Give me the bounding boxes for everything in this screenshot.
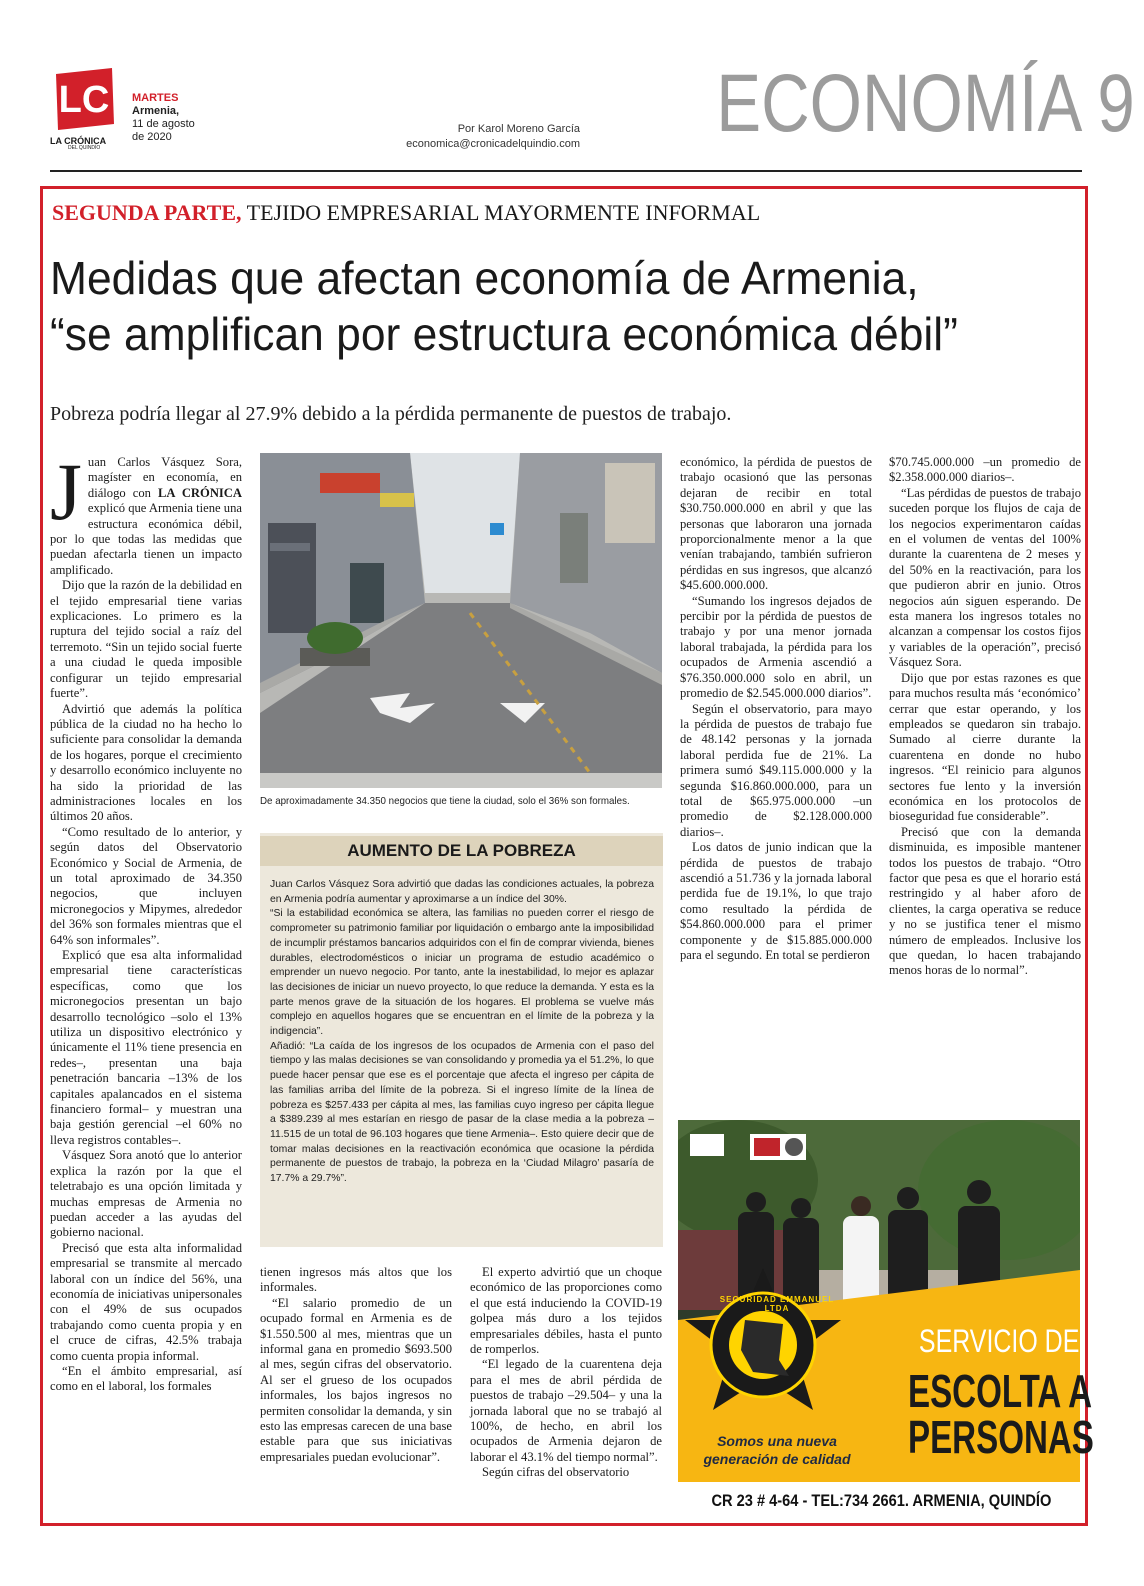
byline xyxy=(380,122,580,152)
sidebar-paragraph: Añadió: “La caída de los ingresos de los ocupados de Armenia con el paso del tiempo y las malas decisiones se van consolidando y promedia ya el 51.2%, lo que puede hacer pensar que ese es el porcentaje que afecta el ingreso per cápita de las familias arriba del límite de la pobreza. Si el ingreso límite de la línea de pobreza es $257.433 per cápita al mes, las familias cuyo ingreso per cápita llegue a $389.239 al mes estarían en riesgo de pasar de la clase media a la pobreza –11.515 de un total de 96.103 hogares que tiene Armenia–. Esto quiere decir que de tomar malas decisiones en la reactivación económica que ocasione la pérdida permanente de puestos de trabajo, la pobreza en la ‘Ciudad Milagro’ pasaría de 17.7% a 29.7%”. xyxy=(270,1040,654,1185)
header-rule xyxy=(50,170,1082,172)
sidebar-paragraph: “Si la estabilidad económica se altera, las familias no pueden correr el riesgo de comprometer su patrimonio familiar por liquidación o embargo ante la imposibilidad de incumplir préstamos bancarios adquiridos con el fin de comprar vivienda, bienes durables, electrodomésticos o iniciar un programa de estudio académico o emprender un nuevo negocio. Por tanto, ante la inestabilidad, lo mejor es aplazar las decisiones de iniciar un nuevo proyecto, lo que reduce la demanda. Y esta es la parte menos grave de la situación de los hogares. El problema se vuelve más complejo en aquellos hogares que se encuentran en el límite de la pobreza y la indigencia”. xyxy=(270,908,654,1038)
logo-brand: LA CRÓNICA xyxy=(50,136,107,146)
article-paragraph: $70.745.000.000 –un promedio de $2.358.000.000 diarios–. xyxy=(889,455,1081,485)
article-paragraph: “Las pérdidas de puestos de trabajo suceden porque los flujos de caja de los negocios experimentaron caídas en el volumen de ventas del 100% durante la cuarentena de 2 meses y del 50% en la reactivación, para los que pudieron abrir en junio. Otros negocios aún siguen esperando. De esta manera los ingresos totales no alcanzan a compensar los costos fijos y variables de la operación”, precisó Vásquez Sora. xyxy=(889,485,1081,670)
ad-address: CR 23 # 4-64 - TEL:734 2661. ARMENIA, QUINDÍO xyxy=(711,1491,1052,1510)
article-paragraph: tienen ingresos más altos que los informales. xyxy=(260,1265,452,1295)
article-column-4 xyxy=(680,455,872,963)
newspaper-name: LA CRÓNICA xyxy=(157,485,242,500)
drop-cap: J xyxy=(50,446,82,537)
article-column-5 xyxy=(889,455,1081,979)
byline-email[interactable]: economica@cronicadelquindio.com xyxy=(406,138,580,150)
article-paragraph: Explicó que esa alta informalidad empresarial tiene características específicas, como que los micronegocios presentan un bajo desarrollo tecnológico –solo el 13% utiliza un dispositivo electrónico y únicamente el 11% tiene presencia en redes–, presentan una baja penetración bancaria –13% de los capitales apalancados en el sistema financiero formal– y muestran una baja gestión gerencial –el 60% no lleva registros contables–. xyxy=(50,948,242,1147)
article-paragraph: “Como resultado de lo anterior, y según datos del Observatorio Económico y Social de Armenia, de un total aproximado de 34.350 negocios, que incluyen micronegocios y Mipymes, alrededor del 36% son formales mientras que el 64% son informales”. xyxy=(50,824,242,947)
article-column-3 xyxy=(470,1265,662,1481)
issue-date-line2: de 2020 xyxy=(132,131,172,143)
issue-weekday: MARTES xyxy=(132,92,179,104)
ad-tagline-line-1: Somos una nueva xyxy=(717,1433,837,1449)
ad-service-label: SERVICIO DE xyxy=(918,1323,1080,1359)
ad-service-name-line-1: ESCOLTA A xyxy=(908,1365,1092,1417)
headline-line-1: Medidas que afectan economía de Armenia, xyxy=(50,252,919,304)
headline-line-2: “se amplifican por estructura económica débil” xyxy=(50,308,958,360)
article-paragraph: Precisó que con la demanda disminuida, es imposible mantener todos los puestos de trabajo. “Otro factor que pesa es que el horario está restringido y al haber aforo de clientes, la carga operativa se reduce y no se justifica tener el mismo número de empleados. Inclusive los que quedan, lo hacen trabajando menos horas de lo normal”. xyxy=(889,824,1081,978)
article-paragraph: El experto advirtió que un choque económico de las proporciones como el que está induciendo la COVID-19 golpea más duro a los tejidos empresariales débiles, hasta el punto de romperlos. xyxy=(470,1265,662,1357)
photo-caption: De aproximadamente 34.350 negocios que tiene la ciudad, solo el 36% son formales. xyxy=(260,795,630,807)
sidebar-title: AUMENTO DE LA POBREZA xyxy=(347,841,576,860)
article-paragraph: Dijo que la razón de la debilidad en el tejido empresarial tiene varias explicaciones. Lo primero es la ruptura del tejido social a raíz del terremoto. “Sin un tejido social fuerte a una ciudad le queda imposible configurar un tejido empresarial fuerte”. xyxy=(50,578,242,701)
subheadline: Pobreza podría llegar al 27.9% debido a la pérdida permanente de puestos de trabajo. xyxy=(50,403,732,425)
article-paragraph: económico, la pérdida de puestos de trabajo ocasionó que las personas dejaran de recibir en total $30.750.000.000 en abril y que las personas que laboraron una jornada proporcionalmente menor a la que venían trabajando, también sufrieron pérdidas en sus ingresos, que alcanzó $45.600.000.000. xyxy=(680,455,872,593)
logo-brand-sub: DEL QUINDÍO xyxy=(68,145,101,151)
ad-seal-text: SEGURIDAD EMMANUEL LTDA xyxy=(719,1295,835,1313)
article-paragraph: Juan Carlos Vásquez Sora, magíster en economía, en diálogo con LA CRÓNICA explicó que Armenia tiene una estructura económica débil, por lo que todas las medidas que puedan afectarla tienen un impacto amplificado. xyxy=(50,446,242,577)
ad-tagline-line-2: generación de calidad xyxy=(703,1451,851,1467)
sidebar-text xyxy=(270,878,654,1187)
sidebar-paragraph: Juan Carlos Vásquez Sora advirtió que dadas las condiciones actuales, la pobreza en Armenia podría aumentar y aproximarse a un índice del 30%. xyxy=(270,879,654,905)
ad-tagline xyxy=(688,1432,866,1468)
article-paragraph: “Sumando los ingresos dejados de percibir por la pérdida de puestos de trabajo y por una menor jornada laboral trabajada, la pérdida para los ocupados de Armenia ascendió a $76.350.000.000 solo en abril, un promedio de $2.545.000.000 diarios”. xyxy=(680,593,872,701)
article-paragraph: Según cifras del observatorio xyxy=(482,1465,630,1480)
la-cronica-logo-icon xyxy=(50,66,118,134)
logo-letters: LC xyxy=(58,79,110,121)
street-photo xyxy=(260,453,662,788)
issue-date-line1: 11 de agosto xyxy=(132,118,195,130)
issue-city: Armenia, xyxy=(132,105,180,117)
article-paragraph: “El salario promedio de un ocupado formal en Armenia es de $1.550.500 al mes, mientras que un informal gana en promedio $693.500 al mes, según cifras del observatorio. Al ser el grueso de los ocupados informales, los bajos ingresos no permiten consolidar la demanda, y sin esto las empresas carecen de una base estable para que sus iniciativas empresariales puedan evolucionar”. xyxy=(260,1295,452,1464)
kicker-series: SEGUNDA PARTE, xyxy=(52,200,242,225)
article-paragraph: “El legado de la cuarentena deja para el mes de abril pérdida de puestos de trabajo –29.504– y una la jornada laboral que no se trabajó al 100%, de hecho, en abril los ocupados de Armenia dejaron de laborar el 43.1% del tiempo normal”. xyxy=(470,1357,662,1464)
article-paragraph: Vásquez Sora anotó que lo anterior explica la razón por la que el teletrabajo es una opción limitada y muchas empresas de Armenia no puedan acceder a las ayudas del gobierno nacional. xyxy=(50,1148,242,1240)
article-paragraph: Según el observatorio, para mayo la pérdida de puestos de trabajo fue de 48.142 personas y la jornada laboral perdida fue de 21%. La primera sumó $49.115.000.000 y la segunda $16.860.000.000, para un total de $65.975.000.000 –un promedio de $2.128.000.000 diarios–. xyxy=(680,701,872,839)
article-paragraph: Precisó que esta alta informalidad empresarial se transmite al mercado laboral con un índice del 56%, una economía de iniciativas unipersonales con el 49% de sus ocupados trabajando como cuenta propia y en el cruce de cifras, 42.5% trabaja como cuenta propia informal. xyxy=(50,1240,242,1363)
byline-author: Por Karol Moreno García xyxy=(457,123,580,135)
issue-date xyxy=(132,92,195,144)
ad-service-name xyxy=(908,1365,1094,1463)
kicker xyxy=(52,199,760,227)
article-paragraph: Advirtió que además la política pública de la ciudad no ha hecho lo suficiente para consolidar la demanda de los hogares, porque el crecimiento y desarrollo económico incluyente no ha sido la prioridad de las administraciones locales en los últimos 20 años. xyxy=(50,701,242,824)
article-paragraph: Los datos de junio indican que la pérdida de puestos de trabajo ascendió a 51.736 y la jornada laboral perdida fue de 19.1%, lo que trajo como resultado la pérdida de $54.860.000.000 para el primer componente y de $15.885.000.000 para el segundo. En total se perdieron xyxy=(680,840,872,962)
article-paragraph: Dijo que por estas razones es que para muchos resulta más ‘económico’ cerrar que estar operando, y los empleados se quedaron sin trabajo. Sumado al cierre durante la cuarentena en donde no hubo ingresos. “El reinicio para algunos sectores fue lento y la inversión económica en los protocolos de bioseguridad fue considerable”. xyxy=(889,670,1081,824)
headline xyxy=(50,250,1054,362)
kicker-topic: TEJIDO EMPRESARIAL MAYORMENTE INFORMAL xyxy=(246,200,761,225)
article-column-1 xyxy=(50,446,242,1395)
article-column-2 xyxy=(260,1265,452,1465)
ad-service-name-line-2: PERSONAS xyxy=(908,1411,1094,1463)
article-paragraph: “En el ámbito empresarial, así como en el laboral, los formales xyxy=(50,1363,242,1394)
section-title: ECONOMÍA 9 xyxy=(716,58,1135,149)
